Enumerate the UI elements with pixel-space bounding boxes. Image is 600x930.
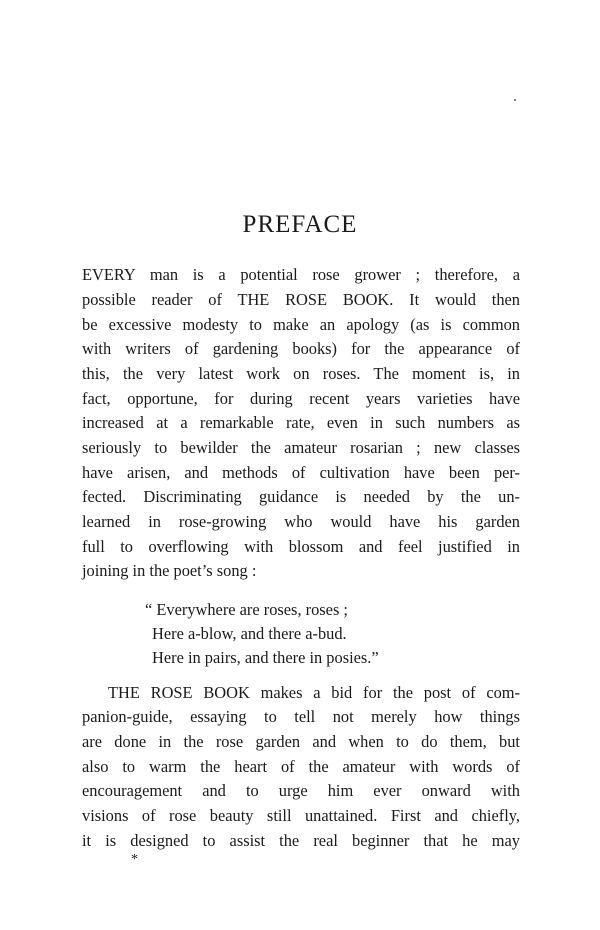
text-line: THE ROSE BOOK makes a bid for the post of com- [108, 683, 520, 702]
text-line: are done in the rose garden and when to do them, but [82, 732, 520, 751]
text-line: with writers of gardening books) for the appearance of [82, 339, 520, 358]
text-line: joining in the poet’s song : [82, 561, 257, 580]
text-line: encouragement and to urge him ever onward with [82, 781, 520, 800]
text-line: fact, opportune, for during recent years varieties have [82, 389, 520, 408]
verse-line: Here a-blow, and there a-bud. [152, 624, 347, 643]
text-line: have arisen, and methods of cultivation have been per- [82, 463, 520, 482]
paper-speck [514, 99, 516, 101]
verse-line: “ Everywhere are roses, roses ; [145, 600, 348, 619]
text-line: full to overflowing with blossom and feel justified in [82, 537, 520, 556]
text-line: seriously to bewilder the amateur rosarian ; new classes [82, 438, 520, 457]
text-line: EVERY man is a potential rose grower ; therefore, a [82, 265, 520, 284]
signature-mark: * [131, 852, 138, 867]
text-line: increased at a remarkable rate, even in such numbers as [82, 413, 520, 432]
text-line: learned in rose-growing who would have his garden [82, 512, 520, 531]
text-line: panion-guide, essaying to tell not merely how things [82, 707, 520, 726]
text-line: also to warm the heart of the amateur with words of [82, 757, 520, 776]
text-line: be excessive modesty to make an apology (as is common [82, 315, 520, 334]
text-line: fected. Discriminating guidance is needed by the un- [82, 487, 520, 506]
verse-line: Here in pairs, and there in posies.” [152, 648, 379, 667]
text-line: possible reader of THE ROSE BOOK. It would then [82, 290, 520, 309]
page-title: PREFACE [242, 211, 358, 238]
text-line: visions of rose beauty still unattained. First and chiefly, [82, 806, 520, 825]
text-line: it is designed to assist the real beginner that he may [82, 831, 520, 850]
text-line: this, the very latest work on roses. The moment is, in [82, 364, 520, 383]
